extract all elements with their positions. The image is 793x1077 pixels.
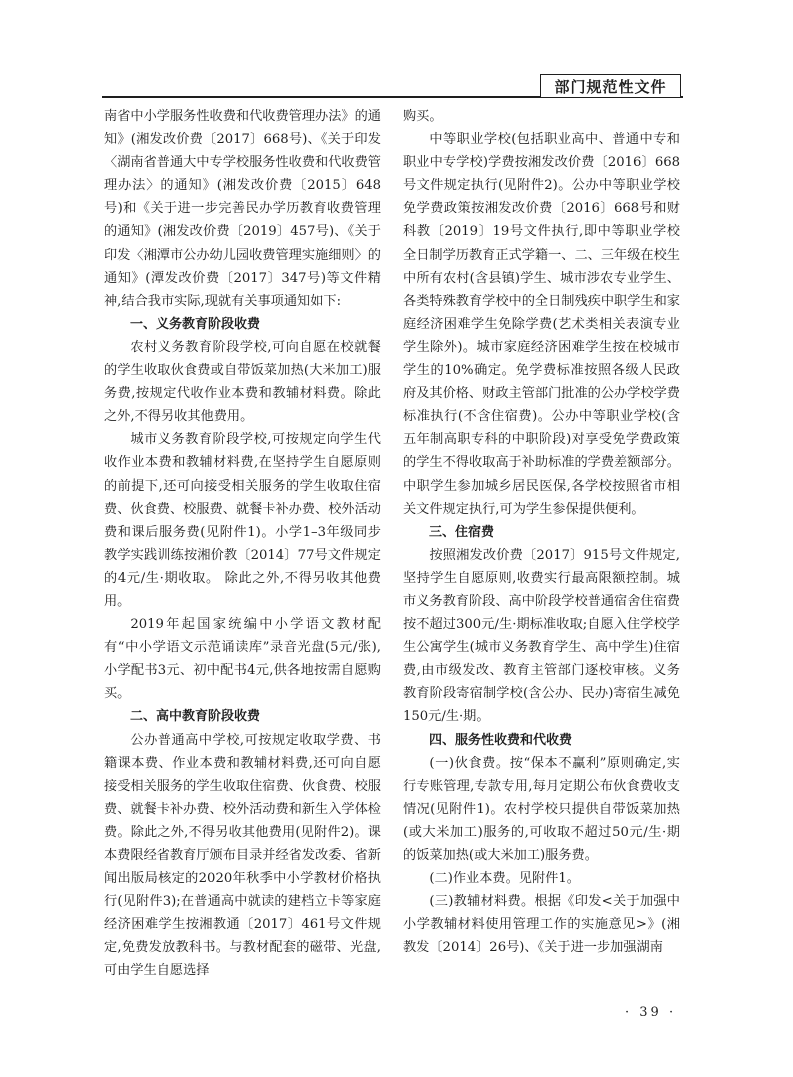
paragraph: 城市义务教育阶段学校,可按规定向学生代收作业本费和教辅材料费,在坚持学生自愿原则的前提下,还可向接受相关服务的学生收取住宿费、伙食费、校服费、就餐卡补办费、校外活动费和课后服务费(见附件1)。小学1–3年级同步教学实践训练按湘价教〔2014〕77号文件规定的4元/生·期收取。 除此之外,不得另收其他费用。 — [104, 432, 381, 609]
paragraph: 中等职业学校(包括职业高中、普通中专和职业中专学校)学费按湘发改价费〔2016〕668号文件规定执行(见附件2)。公办中等职业学校免学费政策按湘发改价费〔2016〕668号和财科教〔2019〕19号文件执行,即中等职业学校全日制学历教育正式学籍一、二、三年级在校生中所有农村(含县镇)学生、城市涉农专业学生、各类特殊教育学校中的全日制残疾中职学生和家庭经济困难学生免除学费(艺术类相关表演专业学生除外)。城市家庭经济困难学生按在校城市学生的10%确定。免学费标准按照各级人民政府及其价格、财政主管部门批准的公办学校学费标准执行(不含住宿费)。公办中等职业学校(含五年制高职专科的中职阶段)对享受免学费政策的学生不得收取高于补助标准的学费差额部分。中职学生参加城乡居民医保,各学校按照省市相关文件规定执行,可为学生参保提供便利。 — [403, 132, 680, 517]
page-number: · 39 · — [625, 1005, 677, 1020]
section-heading: 三、住宿费 — [429, 524, 495, 540]
paragraph-continued: 购买。 — [403, 109, 443, 124]
paragraph: 农村义务教育阶段学校,可向自愿在校就餐的学生收取伙食费或自带饭菜加热(大米加工)服务费,按规定代收作业本费和教辅材料费。除此之外,不得另收其他费用。 — [104, 339, 381, 425]
left-column — [104, 105, 381, 983]
section-label: 部门规范性文件 — [540, 74, 681, 97]
paragraph: (三)教辅材料费。根据《印发<关于加强中小学教辅材料使用管理工作的实施意见>》(湘教发〔2014〕26号)、《关于进一步加强湖南 — [403, 894, 680, 956]
paragraph: (一)伙食费。按“保本不赢利”原则确定,实行专账管理,专款专用,每月定期公布伙食费收支情况(见附件1)。农村学校只提供自带饭菜加热(或大米加工)服务的,可收取不超过50元/生·期的饭菜加热(或大米加工)服务费。 — [403, 755, 680, 863]
right-column — [403, 105, 680, 959]
paragraph: 公办普通高中学校,可按规定收取学费、书籍课本费、作业本费和教辅材料费,还可向自愿接受相关服务的学生收取住宿费、伙食费、校服费、就餐卡补办费、校外活动费和新生入学体检费。除此之外,不得另收其他费用(见附件2)。课本费限经省教育厅颁布目录并经省发改委、省新闻出版局核定的2020年秋季中小学教材价格执行(见附件3);在普通高中就读的建档立卡等家庭经济困难学生按湘教通〔2017〕461号文件规定,免费发放教科书。与教材配套的磁带、光盘,可由学生自愿选择 — [104, 732, 381, 979]
paragraph: 2019年起国家统编中小学语文教材配有“中小学语文示范诵读库”录音光盘(5元/张),小学配书3元、初中配书4元,供各地按需自愿购买。 — [104, 617, 381, 702]
paragraph-continued: 南省中小学服务性收费和代收费管理办法》的通知》(湘发改价费〔2017〕668号)、《关于印发〈湖南省普通大中专学校服务性收费和代收费管理办法〉的通知》(湘发改价费〔2015〕648号)和《关于进一步完善民办学历教育收费管理的通知》(湘发改价费〔2019〕457号)、《关于印发〈湘潭市公办幼儿园收费管理实施细则〉的通知》(潭发改价费〔2017〕347号)等文件精神,结合我市实际,现就有关事项通知如下: — [104, 109, 381, 309]
section-heading: 四、服务性收费和代收费 — [429, 732, 573, 748]
paragraph: 按照湘发改价费〔2017〕915号文件规定,坚持学生自愿原则,收费实行最高限额控制。城市义务教育阶段、高中阶段学校普通宿舍住宿费按不超过300元/生·期标准收取;自愿入住学校学生公寓学生(城市义务教育学生、高中学生)住宿费,由市级发改、教育主管部门逐校审核。义务教育阶段寄宿制学校(含公办、民办)寄宿生减免150元/生·期。 — [403, 547, 680, 725]
section-heading: 一、义务教育阶段收费 — [130, 316, 261, 332]
paragraph: (二)作业本费。见附件1。 — [429, 871, 580, 887]
section-heading: 二、高中教育阶段收费 — [130, 709, 261, 725]
